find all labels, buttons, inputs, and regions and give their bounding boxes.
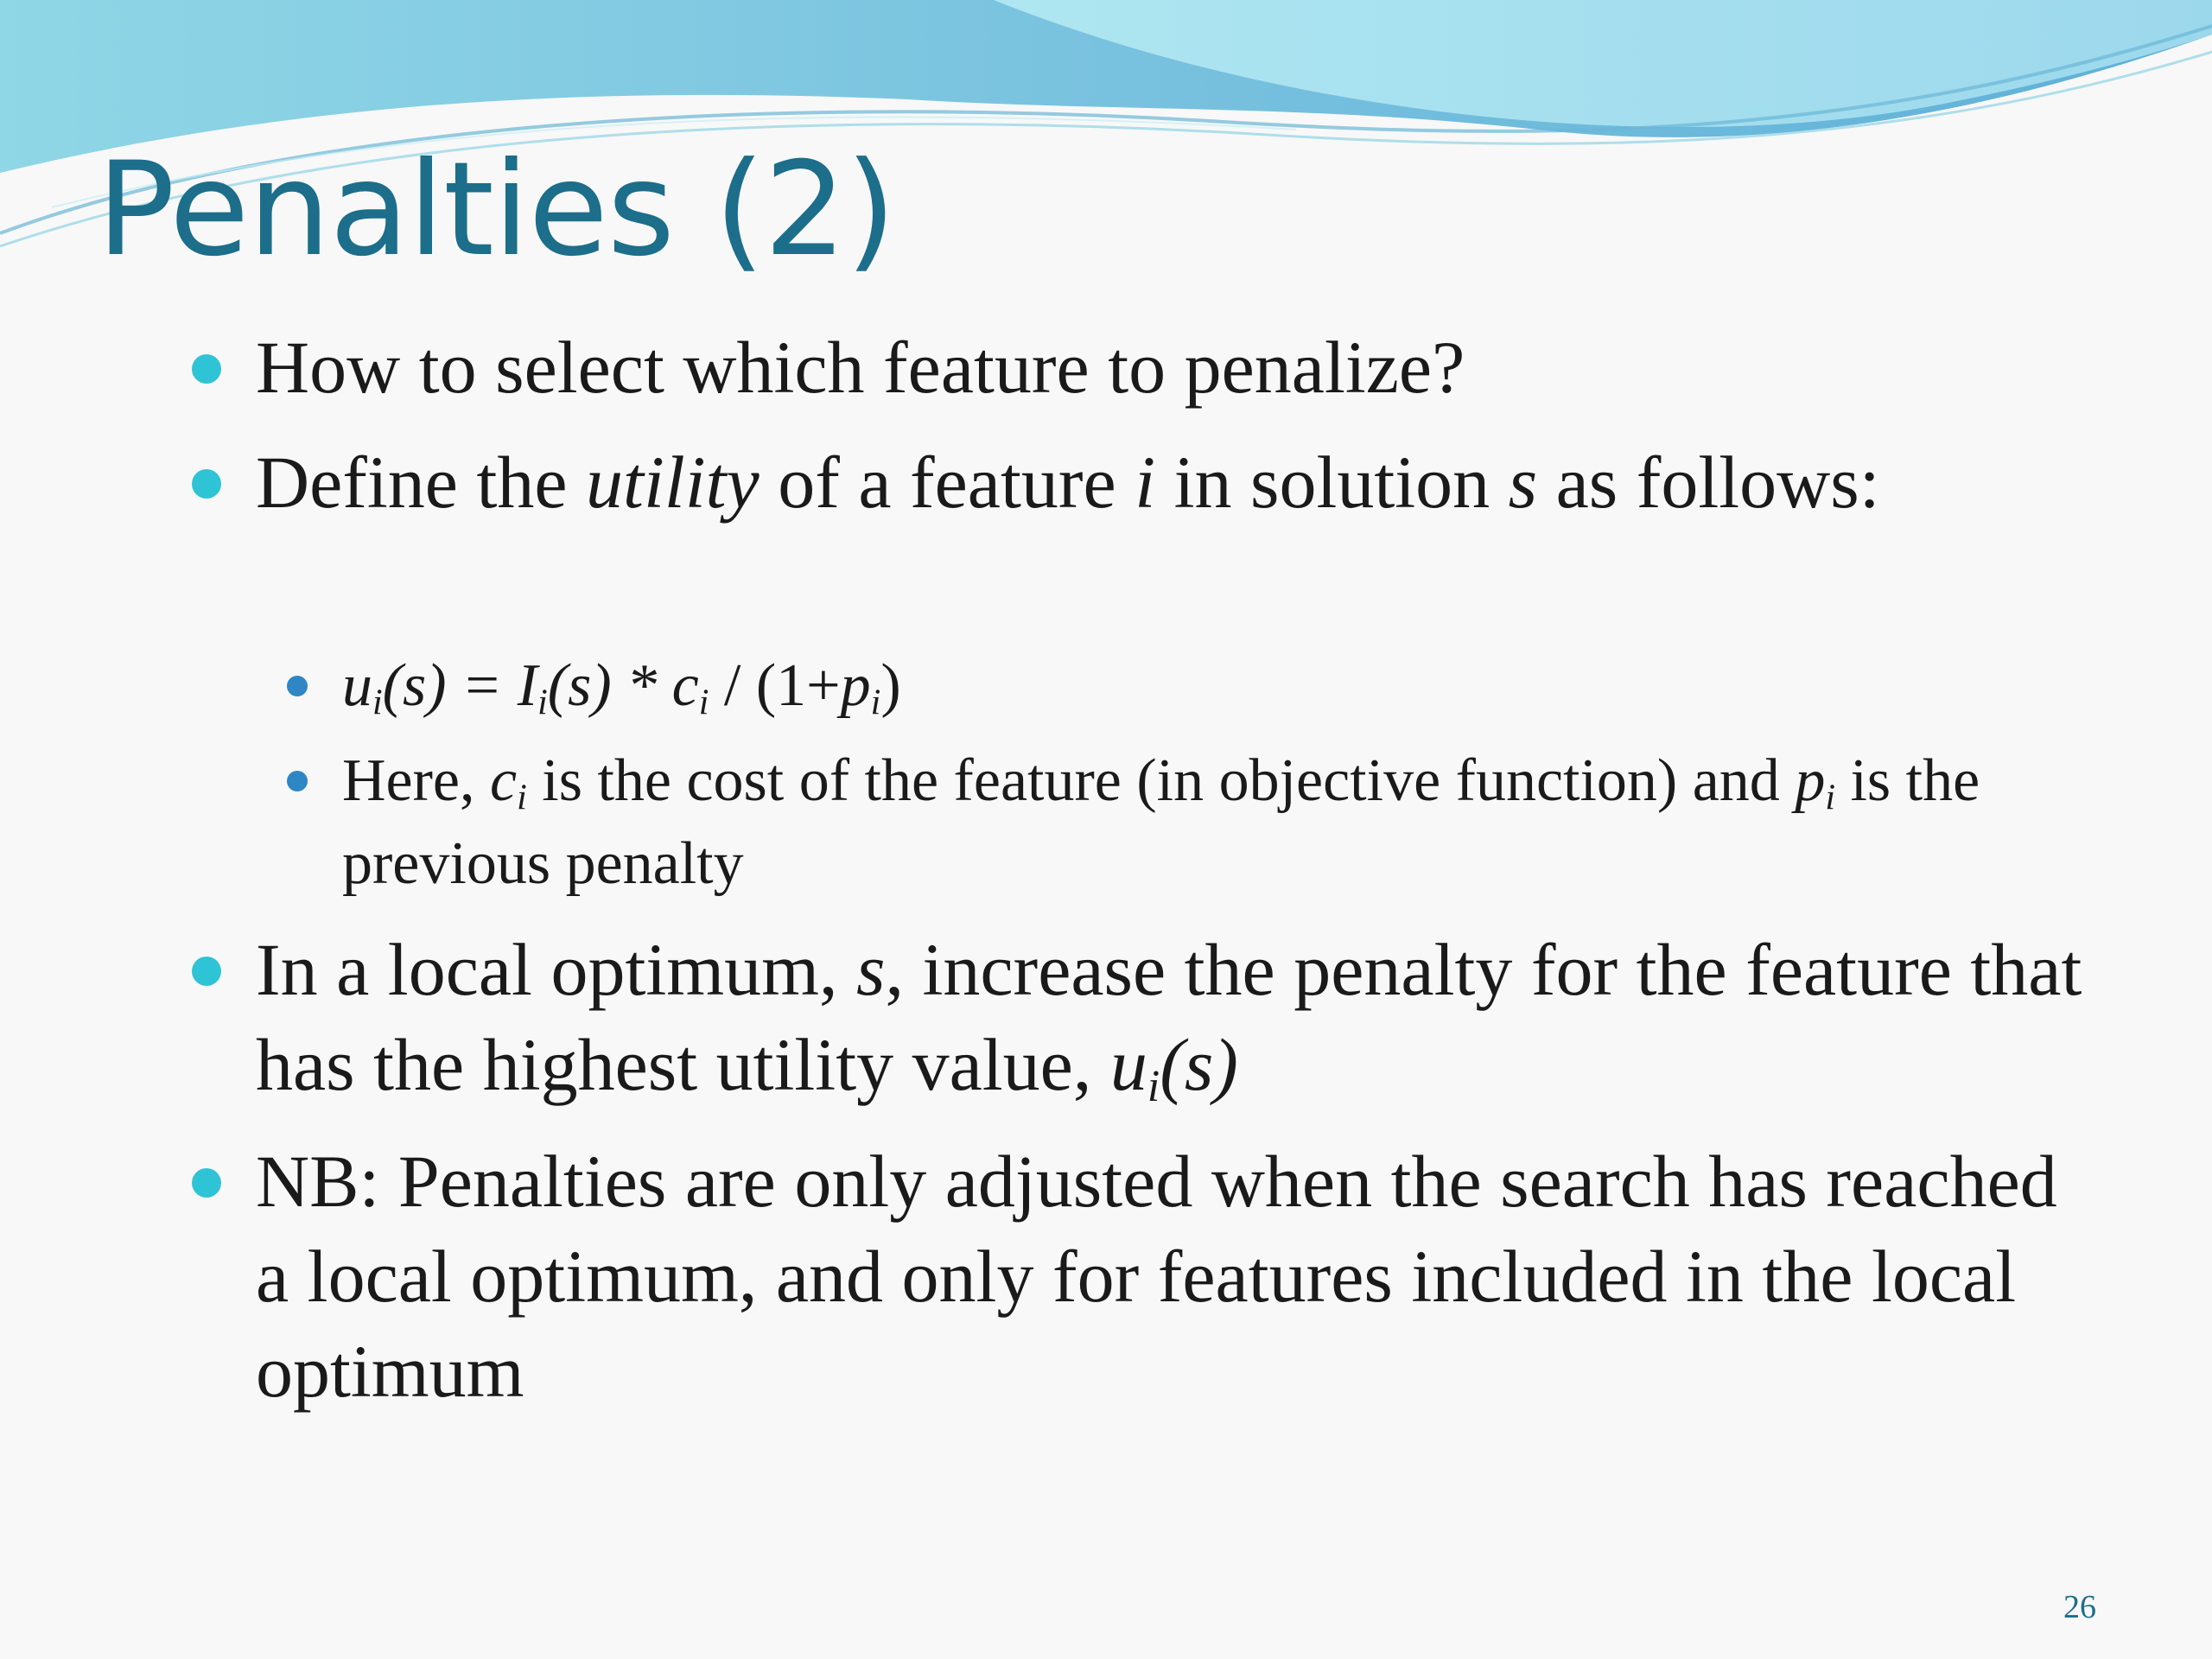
- utility-term: utility: [586, 441, 760, 524]
- var-sub-i: i: [1825, 778, 1835, 818]
- bullet-4-text: NB: Penalties are only adjusted when the search has reached a local optimum, and only for features included in the local optimum: [256, 1140, 2057, 1413]
- formula-sub-i: i: [537, 683, 548, 723]
- var-sub-i: i: [1147, 1061, 1160, 1111]
- explanation-text: Here,: [342, 747, 491, 814]
- formula-sub-i: i: [698, 683, 709, 723]
- formula-sub-i: i: [870, 683, 881, 723]
- formula-part: (s) =: [382, 652, 518, 719]
- subbullet-dot-icon: [287, 676, 308, 696]
- formula-u: u: [342, 652, 372, 719]
- formula-I: I: [517, 652, 538, 719]
- var-sub-i: i: [517, 778, 527, 818]
- bullet-3: [256, 922, 2088, 1112]
- bullet-3-text: In a local optimum,: [256, 928, 857, 1011]
- formula-p: p: [840, 652, 871, 719]
- formula-part: (s) *: [547, 652, 672, 719]
- subbullet-formula: [342, 645, 2088, 728]
- bullet-dot-icon: [192, 957, 221, 986]
- explanation-text: is the previous penalty: [342, 747, 1980, 897]
- formula-c: c: [671, 652, 699, 719]
- bullet-1: [256, 320, 2088, 415]
- bullet-2-text: as follows:: [1537, 441, 1880, 524]
- slide-title: Penalties (2): [97, 135, 896, 285]
- bullet-2: [256, 435, 2088, 530]
- var-s: s: [856, 928, 886, 1011]
- var-u: u: [1109, 1023, 1147, 1106]
- subbullet-dot-icon: [287, 771, 308, 791]
- bullet-dot-icon: [192, 354, 221, 384]
- bullet-2-text: Define the: [256, 441, 587, 524]
- bullet-2-text: of a feature: [759, 441, 1135, 524]
- formula-part: ): [880, 652, 901, 719]
- bullet-3-text: , increase the penalty for the feature that has the highest utility value,: [256, 928, 2082, 1106]
- var-p: p: [1795, 747, 1826, 814]
- formula-part: / (1+: [709, 652, 841, 719]
- var-s-arg: (s): [1160, 1023, 1238, 1106]
- bullet-dot-icon: [192, 469, 221, 499]
- var-i: i: [1135, 441, 1156, 524]
- subbullet-explanation: [342, 740, 2088, 906]
- explanation-text: is the cost of the feature (in objective function) and: [526, 747, 1796, 814]
- page-number: 26: [2063, 1589, 2096, 1625]
- var-s: s: [1508, 441, 1538, 524]
- bullet-2-text: in solution: [1155, 441, 1509, 524]
- bullet-dot-icon: [192, 1168, 221, 1198]
- bullet-1-text: How to select which feature to penalize?: [256, 326, 1465, 409]
- bullet-4: [256, 1134, 2088, 1419]
- formula-sub-i: i: [372, 683, 383, 723]
- var-c: c: [490, 747, 518, 814]
